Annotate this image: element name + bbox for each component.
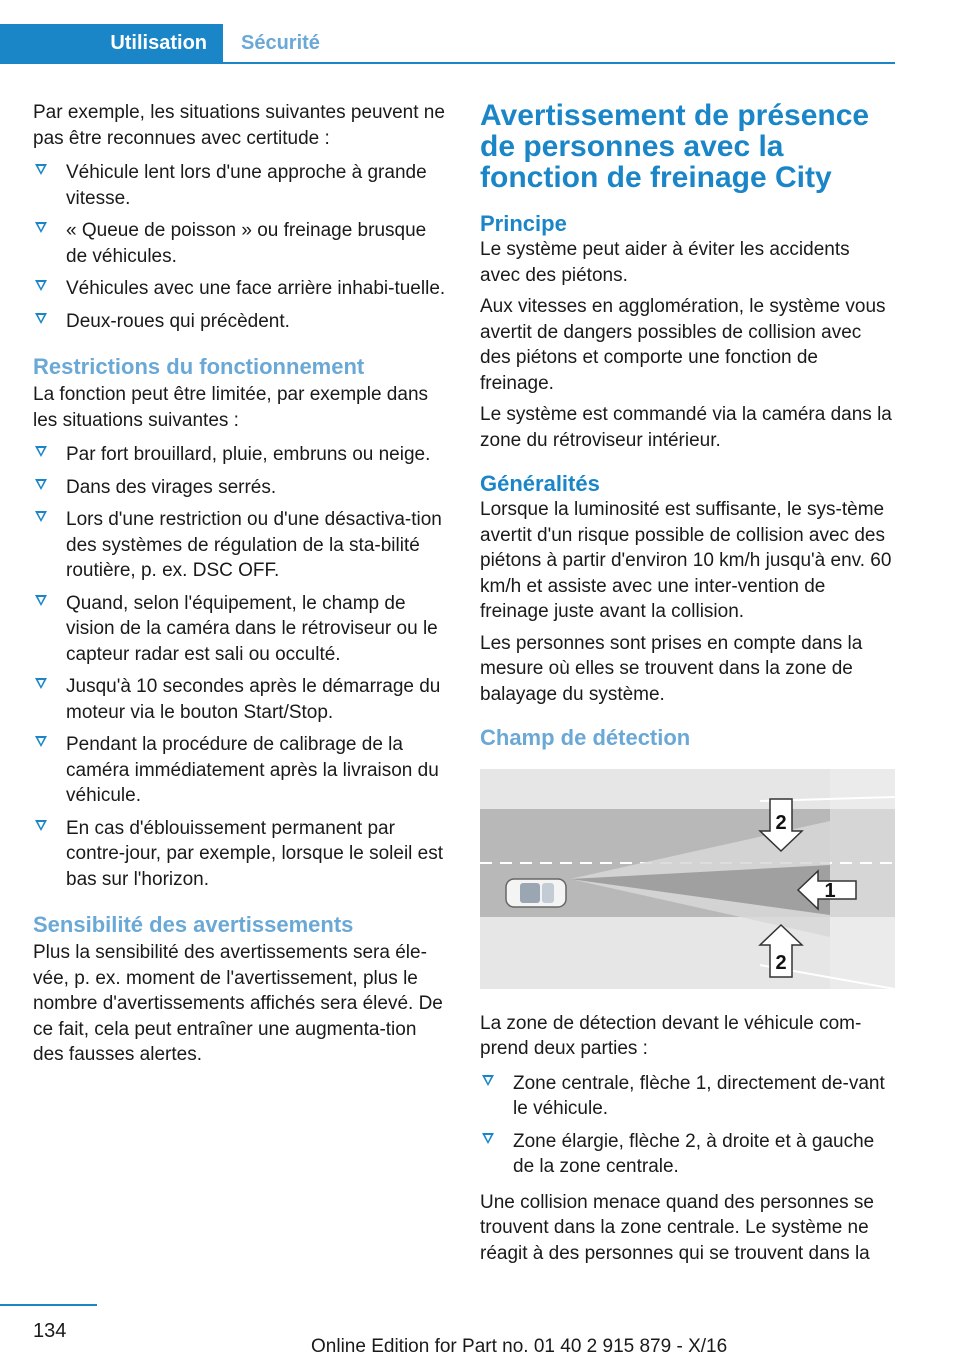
principle-paragraph-2: Aux vitesses en agglomération, le système vous avertit de dangers possibles de collision avec des piétons et comporte une fonction de freinage. — [480, 296, 886, 394]
triangle-bullet-icon — [35, 222, 47, 233]
triangle-bullet-icon — [35, 164, 47, 175]
triangle-bullet-icon — [35, 446, 47, 457]
general-paragraph-1: Lorsque la luminosité est suffisante, le sys-tème avertit d'un risque possible de collision avec des piétons à partir d'environ 10 km/h jusqu'à env. 60 km/h et assiste avec une inter-vention de freinage juste avant la collision. — [480, 499, 892, 622]
detection-zone-diagram — [480, 769, 895, 989]
list-item: Quand, selon l'équipement, le champ de vision de la caméra dans le rétroviseur ou le capteur radar est sali ou occulté. — [33, 588, 447, 672]
section-title: Avertissement de présence de personnes avec la fonction de freinage City — [480, 99, 870, 194]
tab-securite[interactable]: Sécurité — [241, 32, 320, 54]
restrictions-intro: La fonction peut être limitée, par exemple dans les situations suivantes : — [33, 384, 429, 431]
triangle-bullet-icon — [35, 595, 47, 606]
triangle-bullet-icon — [35, 280, 47, 291]
principle-paragraph-3: Le système est commandé via la caméra dans la zone du rétroviseur intérieur. — [480, 404, 892, 451]
header-tab-bar — [0, 24, 895, 64]
list-item: Par fort brouillard, pluie, embruns ou neige. — [33, 439, 447, 472]
list-item: Pendant la procédure de calibrage de la caméra immédiatement après la livraison du véhicule. — [33, 729, 447, 813]
general-heading: Généralités — [480, 471, 600, 496]
principle-paragraph-1: Le système peut aider à éviter les accidents avec des piétons. — [480, 239, 850, 286]
sensitivity-text: Plus la sensibilité des avertissements sera éle-vée, p. ex. moment de l'avertissement, plus le nombre d'avertissements affichés sera élevé. De ce fait, cela peut entraîner une augmenta-tion des fausses alertes. — [33, 942, 443, 1065]
detection-zones-list — [480, 1068, 895, 1184]
list-item: Dans des virages serrés. — [33, 472, 447, 505]
sensitivity-heading: Sensibilité des avertissements — [33, 912, 354, 937]
triangle-bullet-icon — [35, 479, 47, 490]
list-item: Jusqu'à 10 secondes après le démarrage du moteur via le bouton Start/Stop. — [33, 671, 447, 729]
footer-divider — [0, 1304, 97, 1306]
arrow-label: 1 — [824, 880, 836, 902]
triangle-bullet-icon — [35, 678, 47, 689]
list-item: Véhicule lent lors d'une approche à grande vitesse. — [33, 157, 447, 215]
detection-heading: Champ de détection — [480, 725, 691, 750]
list-item: « Queue de poisson » ou freinage brusque de véhicules. — [33, 215, 447, 273]
edition-footer: Online Edition for Part no. 01 40 2 915 879 - X/16 — [311, 1336, 728, 1357]
triangle-bullet-icon — [35, 736, 47, 747]
general-paragraph-2: Les personnes sont prises en compte dans la mesure où elles se trouvent dans la zone de balayage du système. — [480, 632, 863, 705]
arrow-label: 2 — [775, 952, 787, 974]
triangle-bullet-icon — [35, 820, 47, 831]
triangle-bullet-icon — [35, 511, 47, 522]
triangle-bullet-icon — [482, 1133, 494, 1144]
tab-utilisation[interactable]: Utilisation — [0, 24, 223, 62]
arrow-label: 2 — [775, 812, 787, 834]
sidewalk-area — [830, 769, 895, 989]
list-item: Zone centrale, flèche 1, directement de-vant le véhicule. — [480, 1068, 895, 1126]
list-item: En cas d'éblouissement permanent par contre-jour, par exemple, lorsque le soleil est bas sur l'horizon. — [33, 813, 447, 897]
triangle-bullet-icon — [35, 313, 47, 324]
closing-paragraph: Une collision menace quand des personnes se trouvent dans la zone centrale. Le système ne réagit à des personnes qui se trouvent dans la — [480, 1191, 874, 1264]
list-item: Lors d'une restriction ou d'une désactiva-tion des systèmes de régulation de la sta-bilité routière, p. ex. DSC OFF. — [33, 504, 447, 588]
left-column — [33, 100, 447, 1074]
restrictions-list — [33, 439, 447, 896]
car-icon — [506, 879, 566, 907]
restrictions-heading: Restrictions du fonctionnement — [33, 354, 365, 379]
intro-paragraph: Par exemple, les situations suivantes peuvent ne pas être reconnues avec certitude : — [33, 102, 445, 149]
unrecognized-situations-list — [33, 157, 447, 338]
detection-intro: La zone de détection devant le véhicule com-prend deux parties : — [480, 1012, 862, 1059]
triangle-bullet-icon — [482, 1075, 494, 1086]
list-item: Véhicules avec une face arrière inhabi-tuelle. — [33, 273, 447, 306]
principle-heading: Principe — [480, 211, 567, 236]
right-column — [480, 100, 895, 1272]
list-item: Zone élargie, flèche 2, à droite et à gauche de la zone centrale. — [480, 1126, 895, 1184]
page-number: 134 — [33, 1320, 67, 1342]
list-item: Deux-roues qui précèdent. — [33, 306, 447, 339]
